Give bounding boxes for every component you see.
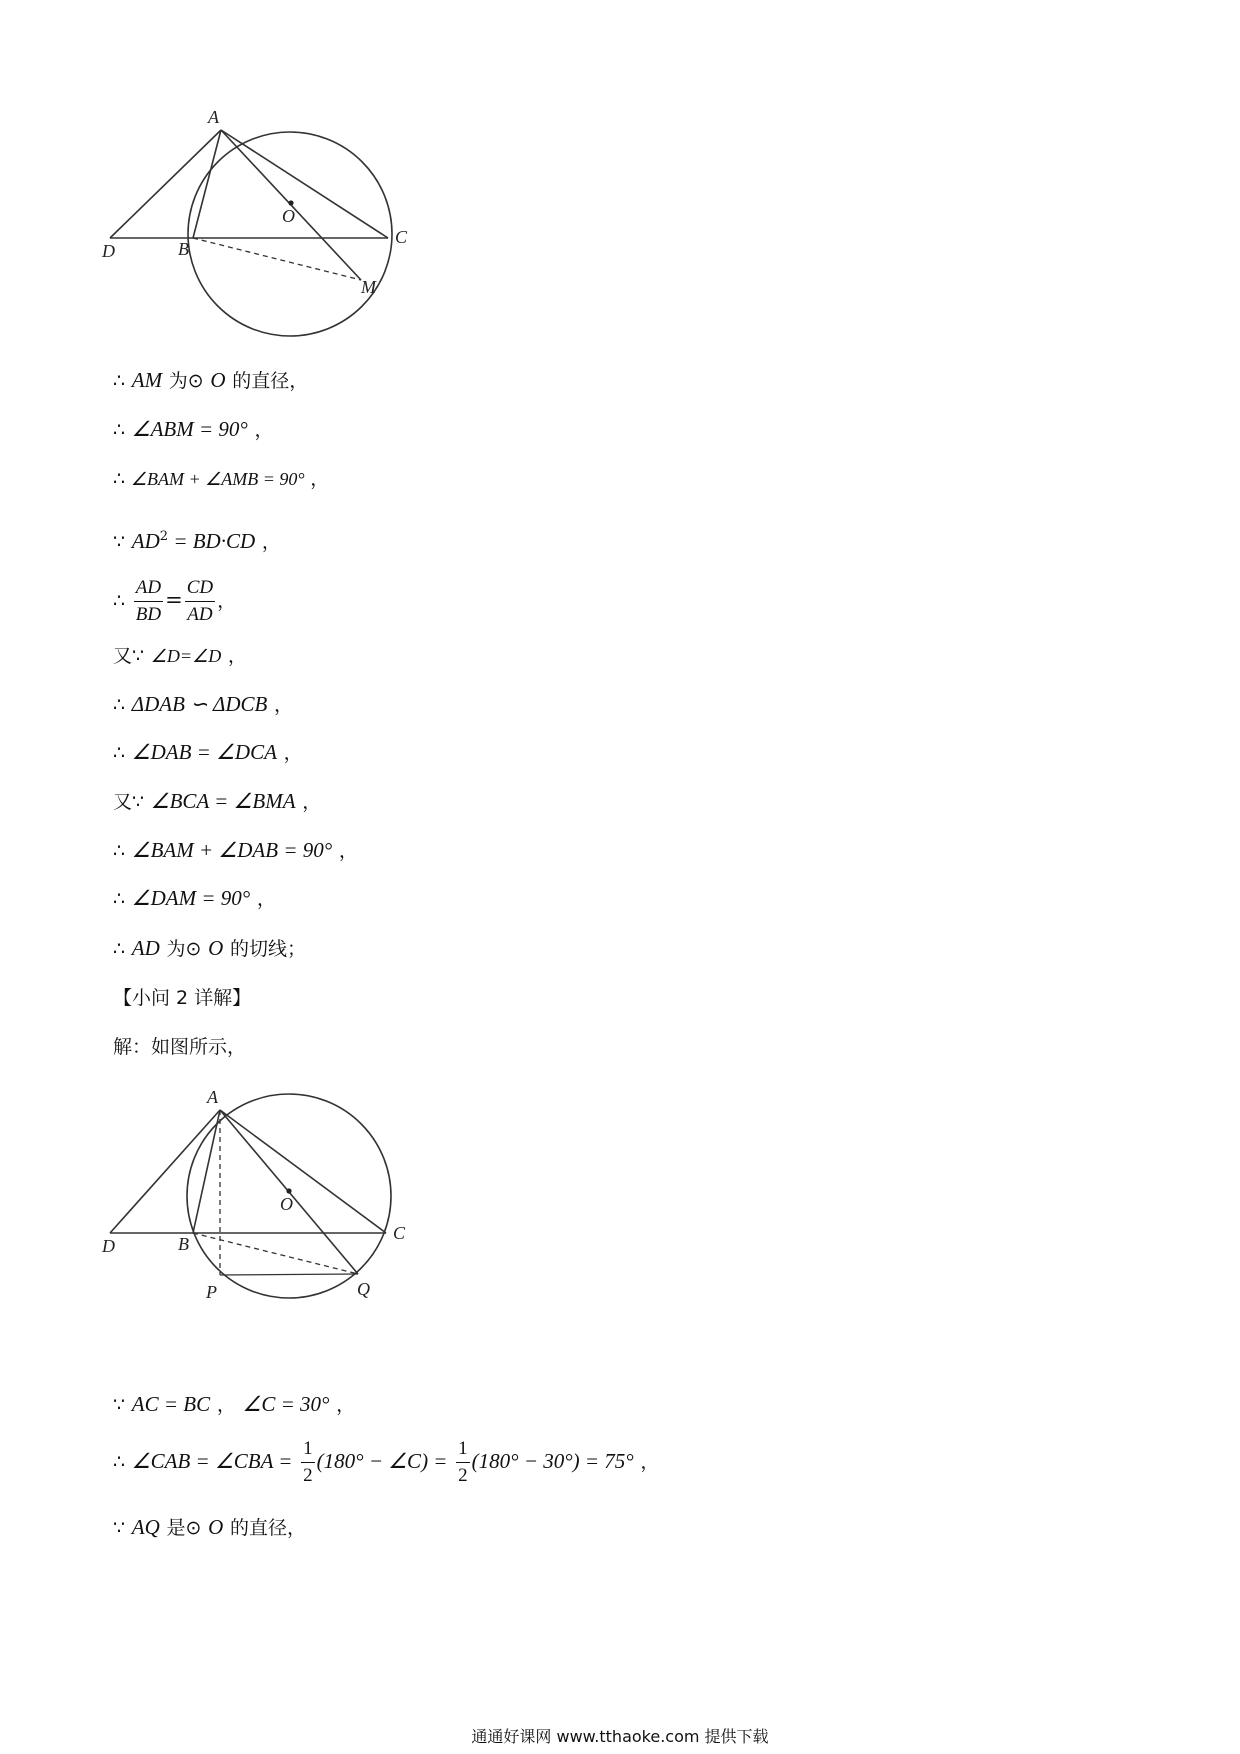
- fraction-cd-ad: $\frac{CD}{AD}$: [186, 577, 214, 625]
- label-a: A: [208, 107, 219, 127]
- label-p: P: [206, 1282, 217, 1302]
- proof-line-7: ∴ ΔDAB ∽ ΔDCB ，: [113, 692, 294, 716]
- proof-line-10: ∴ ∠BAM + ∠DAB = 90° ，: [113, 838, 358, 862]
- section-2-line-2: ∴ ∠CAB = ∠CBA = $\frac{1}{2}$ (180° − ∠C) = $\frac{1}{2}$ (180° − 30°) = 75° ，: [113, 1433, 659, 1490]
- label-b: B: [178, 239, 189, 259]
- label-m: M: [361, 277, 376, 297]
- segment-da: [110, 1110, 220, 1233]
- proof-line-12: ∴ AD 为⊙ O 的切线；: [113, 936, 306, 960]
- figure-2-geometry: [100, 1077, 460, 1317]
- label-c: C: [393, 1223, 406, 1243]
- segment-bm-dashed: [193, 238, 361, 280]
- proof-line-11: ∴ ∠DAM = 90° ，: [113, 886, 276, 910]
- center-dot: [288, 200, 293, 205]
- proof-line-4: ∵ $AD^2 = BD\cdot CD$ ，: [113, 529, 281, 553]
- page-footer: 通通好课网 www.tthaoke.com 提供下载: [471, 1727, 769, 1746]
- section-2-intro: 解：如图所示，: [113, 1036, 247, 1058]
- figure-2-svg: [100, 1077, 460, 1317]
- fraction-one-half: $\frac{1}{2}$: [303, 1438, 313, 1486]
- segment-ab: [193, 1110, 220, 1233]
- label-d: D: [102, 241, 115, 261]
- segment-ac: [221, 130, 388, 238]
- section-2-line-3: ∵ AQ 是⊙ O 的直径，: [113, 1515, 306, 1539]
- label-c: C: [395, 227, 408, 247]
- fraction-one-half-2: $\frac{1}{2}$: [458, 1438, 468, 1486]
- proof-line-8: ∴ ∠DAB = ∠DCA ，: [113, 740, 303, 764]
- label-o: O: [282, 206, 295, 226]
- label-a: A: [207, 1087, 218, 1107]
- fraction-ad-bd: $\frac{AD}{BD}$: [135, 577, 162, 625]
- segment-ac: [220, 1110, 386, 1233]
- label-o: O: [280, 1194, 293, 1214]
- label-d: D: [102, 1236, 115, 1256]
- figure-1-geometry: [100, 105, 460, 345]
- circle-o: [188, 132, 392, 336]
- proof-line-5: ∴ $\frac{AD}{BD}$ = $\frac{CD}{AD}$ ，: [113, 572, 236, 629]
- proof-line-9: 又∵ ∠BCA = ∠BMA ，: [113, 789, 322, 813]
- label-q: Q: [357, 1279, 370, 1299]
- proof-line-3: ∴ ∠BAM + ∠AMB = 90° ，: [113, 468, 330, 490]
- section-2-heading: 【小问 2 详解】: [113, 987, 252, 1009]
- proof-line-6: 又∵ ∠D=∠D ，: [113, 645, 247, 667]
- label-b: B: [178, 1234, 189, 1254]
- figure-1-svg: [100, 105, 460, 345]
- segment-da: [110, 130, 221, 238]
- proof-line-2: ∴ ∠ABM = 90° ，: [113, 417, 274, 441]
- segment-bq-dashed: [193, 1233, 358, 1274]
- segment-ab: [193, 130, 221, 238]
- segment-pq: [220, 1274, 358, 1275]
- proof-line-1: ∴ AM 为⊙ O 的直径，: [113, 368, 309, 392]
- center-dot: [286, 1188, 291, 1193]
- section-2-line-1: ∵ AC = BC ， ∠C = 30° ，: [113, 1392, 356, 1416]
